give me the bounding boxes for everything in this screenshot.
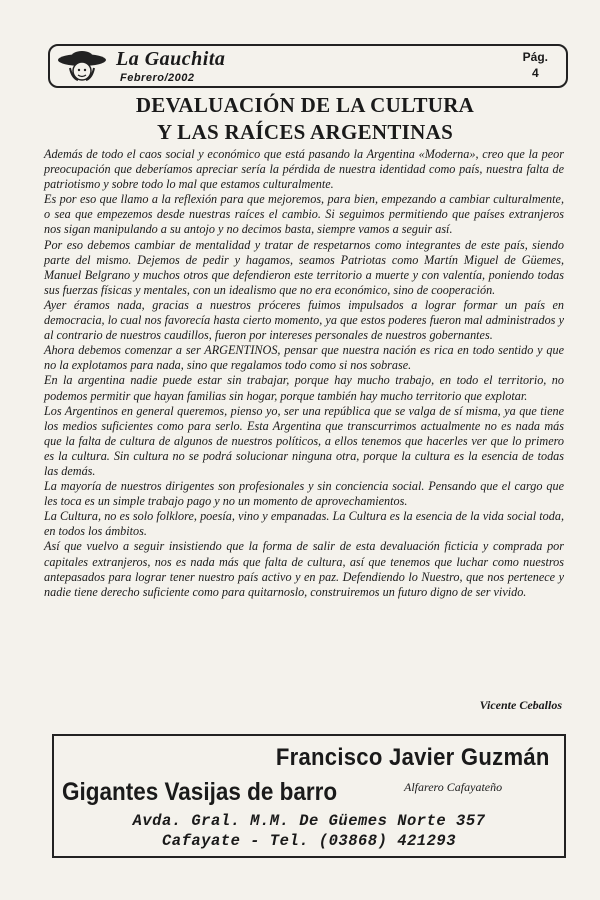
article-paragraph: Por eso debemos cambiar de mentalidad y tratar de respetarnos como integrantes de este país, siendo parte del mismo. Dejemos de pedir y hagamos, seamos Patriotas como Martín Miguel de Güemes, Manuel Belgrano y muchos otros que defendieron este territorio a muerte y con valentía, poniendo todas sus fuerzas físicas y mentales, con un idealismo que no era económico, sino de cooperación.: [44, 237, 564, 297]
article-paragraph: Es por eso que llamo a la reflexión para que mejoremos, para bien, empezando a cambiar culturalmente, o sea que empezemos desde nuestras raíces el cambio. Si seguimos permitiendo que países extranjeros nos sigan manipulando a su antojo y no decimos basta, siempre vamos a seguir así.: [44, 192, 564, 237]
article-title: [60, 92, 550, 146]
advertiser-subtitle: Alfarero Cafayateño: [404, 780, 503, 794]
masthead: [48, 44, 568, 88]
magazine-title: La Gauchita: [116, 48, 226, 70]
advertised-product: Gigantes Vasijas de barro: [62, 778, 338, 806]
article-paragraph: Además de todo el caos social y económico que está pasando la Argentina «Moderna», creo que la peor preocupación que deberíamos apreciar sería la pérdida de nuestra identidad como país, nuestra falta de patriotismo y sobre todo lo mal que estamos culturalmente.: [44, 147, 564, 192]
article-paragraph: En la argentina nadie puede estar sin trabajar, porque hay mucho trabajo, en todo el territorio, no podemos permitir que hayan familias sin hogar, porque también hay mucho territorio que explotar.: [44, 373, 564, 403]
article-title-line-2: Y LAS RAÍCES ARGENTINAS: [156, 120, 454, 144]
page-label: Pág.: [522, 50, 548, 64]
article-body: [44, 147, 564, 600]
article-paragraph: Ayer éramos nada, gracias a nuestros próceres fuimos impulsados a lograr formar un país en democracia, lo cual nos favorecía hasta cierto momento, ya que estos poderes fueron mal administrados y al contrario de nuestros caudillos, fueron por intereses personales de nuestros gobernantes.: [44, 297, 564, 343]
gaucho-logo-icon: [56, 48, 108, 84]
article-paragraph: Los Argentinos en general queremos, pienso yo, ser una república que se valga de sí misma, ya que tiene los medios suficientes como para serlo. Esta Argentina que transcurrimos actualmente no es nada más que la falta de cultura de algunos de nuestros políticos, a ellos tenemos que hacerles ver que lo primero es la cultura. Sin cultura no se podrá solucionar ninguna otra, porque la cultura es la esencia de todas las demás.: [44, 403, 564, 478]
page-indicator: [523, 49, 548, 81]
page-number: 4: [531, 66, 539, 80]
ad-address-line-2: Cafayate - Tel. (03868) 421293: [161, 832, 457, 850]
article-paragraph: Así que vuelvo a seguir insistiendo que la forma de salir de esta devaluación ficticia y comprada por capitales extranjeros, nos es nada más que falta de cultura, así que tenemos que luchar como nuestros antepasados para lograr tener nuestro país activo y en paz. Defendiendo lo Nuestro, que nos pertenece y nadie tiene derecho suficiente como para quitarnoslo, construiremos un futuro digno de ser vivido.: [44, 539, 564, 599]
ad-address-line-1: Avda. Gral. M.M. De Güemes Norte 357: [132, 812, 486, 830]
article-paragraph: La Cultura, no es solo folklore, poesía, vino y empanadas. La Cultura es la esencia de la vida social toda, en todos los ámbitos.: [44, 509, 564, 539]
advertiser-name: Francisco Javier Guzmán: [276, 744, 550, 771]
article-title-line-1: DEVALUACIÓN DE LA CULTURA: [135, 93, 475, 117]
article-author: Vicente Ceballos: [479, 698, 562, 712]
article-paragraph: Ahora debemos comenzar a ser ARGENTINOS, pensar que nuestra nación es rica en todo sentido y que no la explotamos para nada, sino que regalamos todo como si nos sobrase.: [44, 343, 564, 373]
advertisement-box: [52, 734, 566, 858]
issue-date: Febrero/2002: [120, 72, 195, 84]
article-paragraph: La mayoría de nuestros dirigentes son profesionales y sin conciencia social. Pensando que el cargo que les toca es un simple trabajo pago y no un momento de aprovechamientos.: [44, 479, 564, 509]
